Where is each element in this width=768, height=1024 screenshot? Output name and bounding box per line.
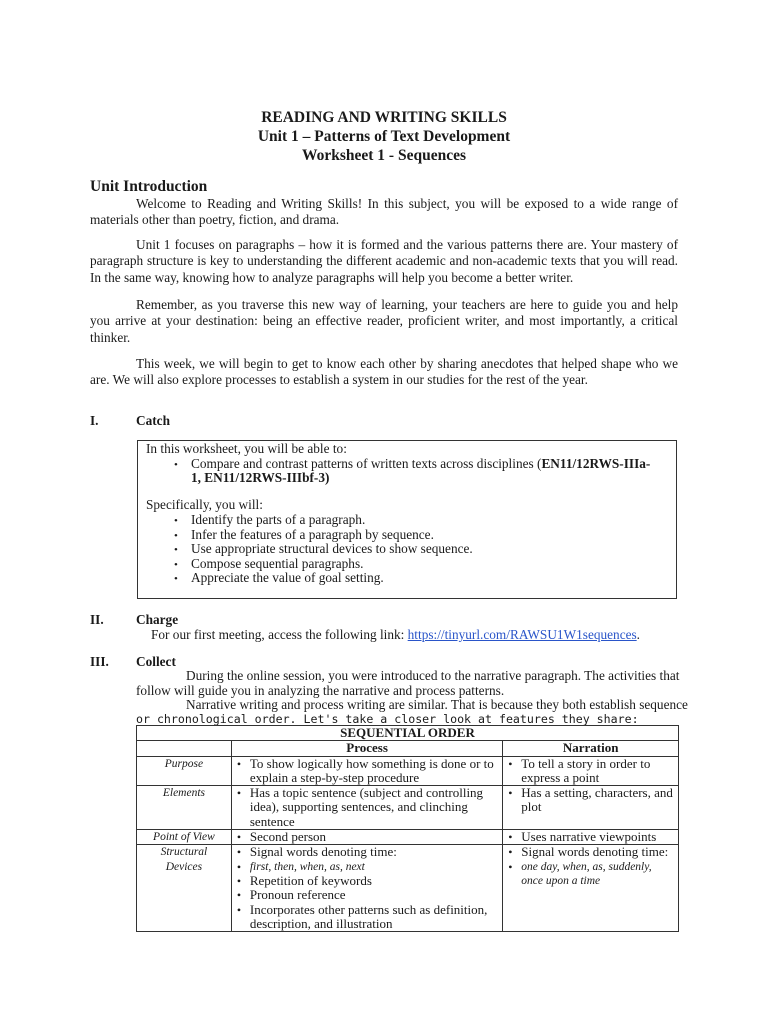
narration-column-header: Narration [503,741,679,756]
collect-line-4: or chronological order. Let's take a closer look at features they share: [136,712,639,726]
list-item: • Incorporates other patterns such as definition, description, and illustration [235,903,499,932]
bullet: • [174,530,178,542]
empty-header-cell [137,741,232,756]
table-row [137,786,679,830]
charge-period: . [636,627,640,642]
intro-paragraph-2-text: Unit 1 focuses on paragraphs – how it is formed and the various patterns there are. Your mastery of paragraph structure is key to understanding the different academic and non-academic texts that you will read. In the same way, knowing how to analyze paragraphs will help you become a better writer. [90,237,678,285]
table-title: SEQUENTIAL ORDER [137,726,679,741]
process-pov-cell [231,830,502,845]
narration-devices-cell [503,845,679,932]
unit-intro-heading: Unit Introduction [90,178,208,195]
section-title-collect: Collect [136,654,176,669]
table-row [137,830,679,845]
section-title-catch: Catch [136,413,170,428]
intro-paragraph-4-text: This week, we will begin to get to know each other by sharing anecdotes that helped shape who we are. We will also explore processes to establish a system in our studies for the rest of the year. [90,356,678,388]
list-item: • Second person [235,830,499,844]
objective-list-item: Appreciate the value of goal setting. [191,570,384,585]
objectives-intro: In this worksheet, you will be able to: [146,441,347,456]
unit-title: Unit 1 – Patterns of Text Development [257,128,511,145]
intro-paragraph-3-text: Remember, as you traverse this new way of learning, your teachers are here to guide you and help you arrive at your destination: being an effective reader, proficient writer, and most importantly, a critical thinker. [90,297,678,345]
objective-list-item: Compose sequential paragraphs. [191,556,364,571]
section-number-charge: II. [90,612,104,627]
charge-instruction: For our first meeting, access the following link: [151,627,408,642]
sequences-link[interactable]: https://tinyurl.com/RAWSU1W1sequences [407,627,637,642]
table-title-row [137,726,679,741]
narration-purpose-cell [503,756,679,786]
bullet: • [174,573,178,585]
collect-line-3: Narrative writing and process writing are similar. That is because they both establish sequence [186,697,688,712]
objective-list-item: Identify the parts of a paragraph. [191,512,366,527]
row-label-purpose: Purpose [137,756,232,786]
list-item: • Has a topic sentence (subject and controlling idea), supporting sentences, and clinching sentence [235,786,499,829]
narration-elements-cell [503,786,679,830]
process-devices-cell [231,845,502,932]
intro-paragraph-1 [90,196,678,229]
list-item: • Pronoun reference [235,888,499,902]
list-item: • Signal words denoting time: [235,845,499,859]
objective-code-continued: 1, EN11/12RWS-IIIbf-3) [191,470,330,485]
list-item: • Repetition of keywords [235,874,499,888]
intro-paragraph-3 [90,297,678,346]
intro-paragraph-4 [90,356,678,389]
section-number-catch: I. [90,413,99,428]
row-label-elements: Elements [137,786,232,830]
list-item: • Signal words denoting time: [506,845,675,859]
row-label-line: Structural [160,846,208,859]
section-title-charge: Charge [136,612,179,627]
table-row [137,756,679,786]
bullet: • [174,544,178,556]
list-item: • To show logically how something is done or to explain a step-by-step procedure [235,757,499,786]
objective-text: Compare and contrast patterns of written texts across disciplines ( [191,456,542,471]
row-label-point-of-view: Point of View [137,830,232,845]
objective-code: EN11/12RWS-IIIa- [541,456,651,471]
intro-paragraph-1-text: Welcome to Reading and Writing Skills! In this subject, you will be exposed to a wide range of materials other than poetry, fiction, and drama. [90,196,678,228]
bullet: • [174,515,178,527]
section-number-collect: III. [90,654,109,669]
process-elements-cell [231,786,502,830]
sequential-order-table [136,725,679,932]
row-label-structural-devices [137,845,232,932]
bullet: • [174,459,178,471]
table-header-row [137,741,679,756]
list-item: • To tell a story in order to express a point [506,757,675,786]
subject-title: READING AND WRITING SKILLS [261,109,507,126]
objective-list-item: Infer the features of a paragraph by sequence. [191,527,434,542]
objective-list-item: Use appropriate structural devices to show sequence. [191,541,473,556]
intro-paragraph-2 [90,237,678,286]
list-item: • Uses narrative viewpoints [506,830,675,844]
process-column-header: Process [231,741,502,756]
worksheet-title: Worksheet 1 - Sequences [301,147,467,164]
list-item: • first, then, when, as, next [235,860,499,874]
table-row [137,845,679,932]
narration-pov-cell [503,830,679,845]
bullet: • [174,559,178,571]
objectives-box [137,440,677,599]
specifically-label: Specifically, you will: [146,497,263,512]
row-label-line: Devices [165,860,203,873]
document-titles [0,108,768,165]
collect-line-2: follow will guide you in analyzing the narrative and process patterns. [136,683,505,698]
charge-text [151,627,640,643]
collect-line-1: During the online session, you were introduced to the narrative paragraph. The activities that [186,668,680,683]
process-purpose-cell [231,756,502,786]
list-item: • Has a setting, characters, and plot [506,786,675,815]
list-item: • one day, when, as, suddenly, once upon a time [506,860,675,889]
